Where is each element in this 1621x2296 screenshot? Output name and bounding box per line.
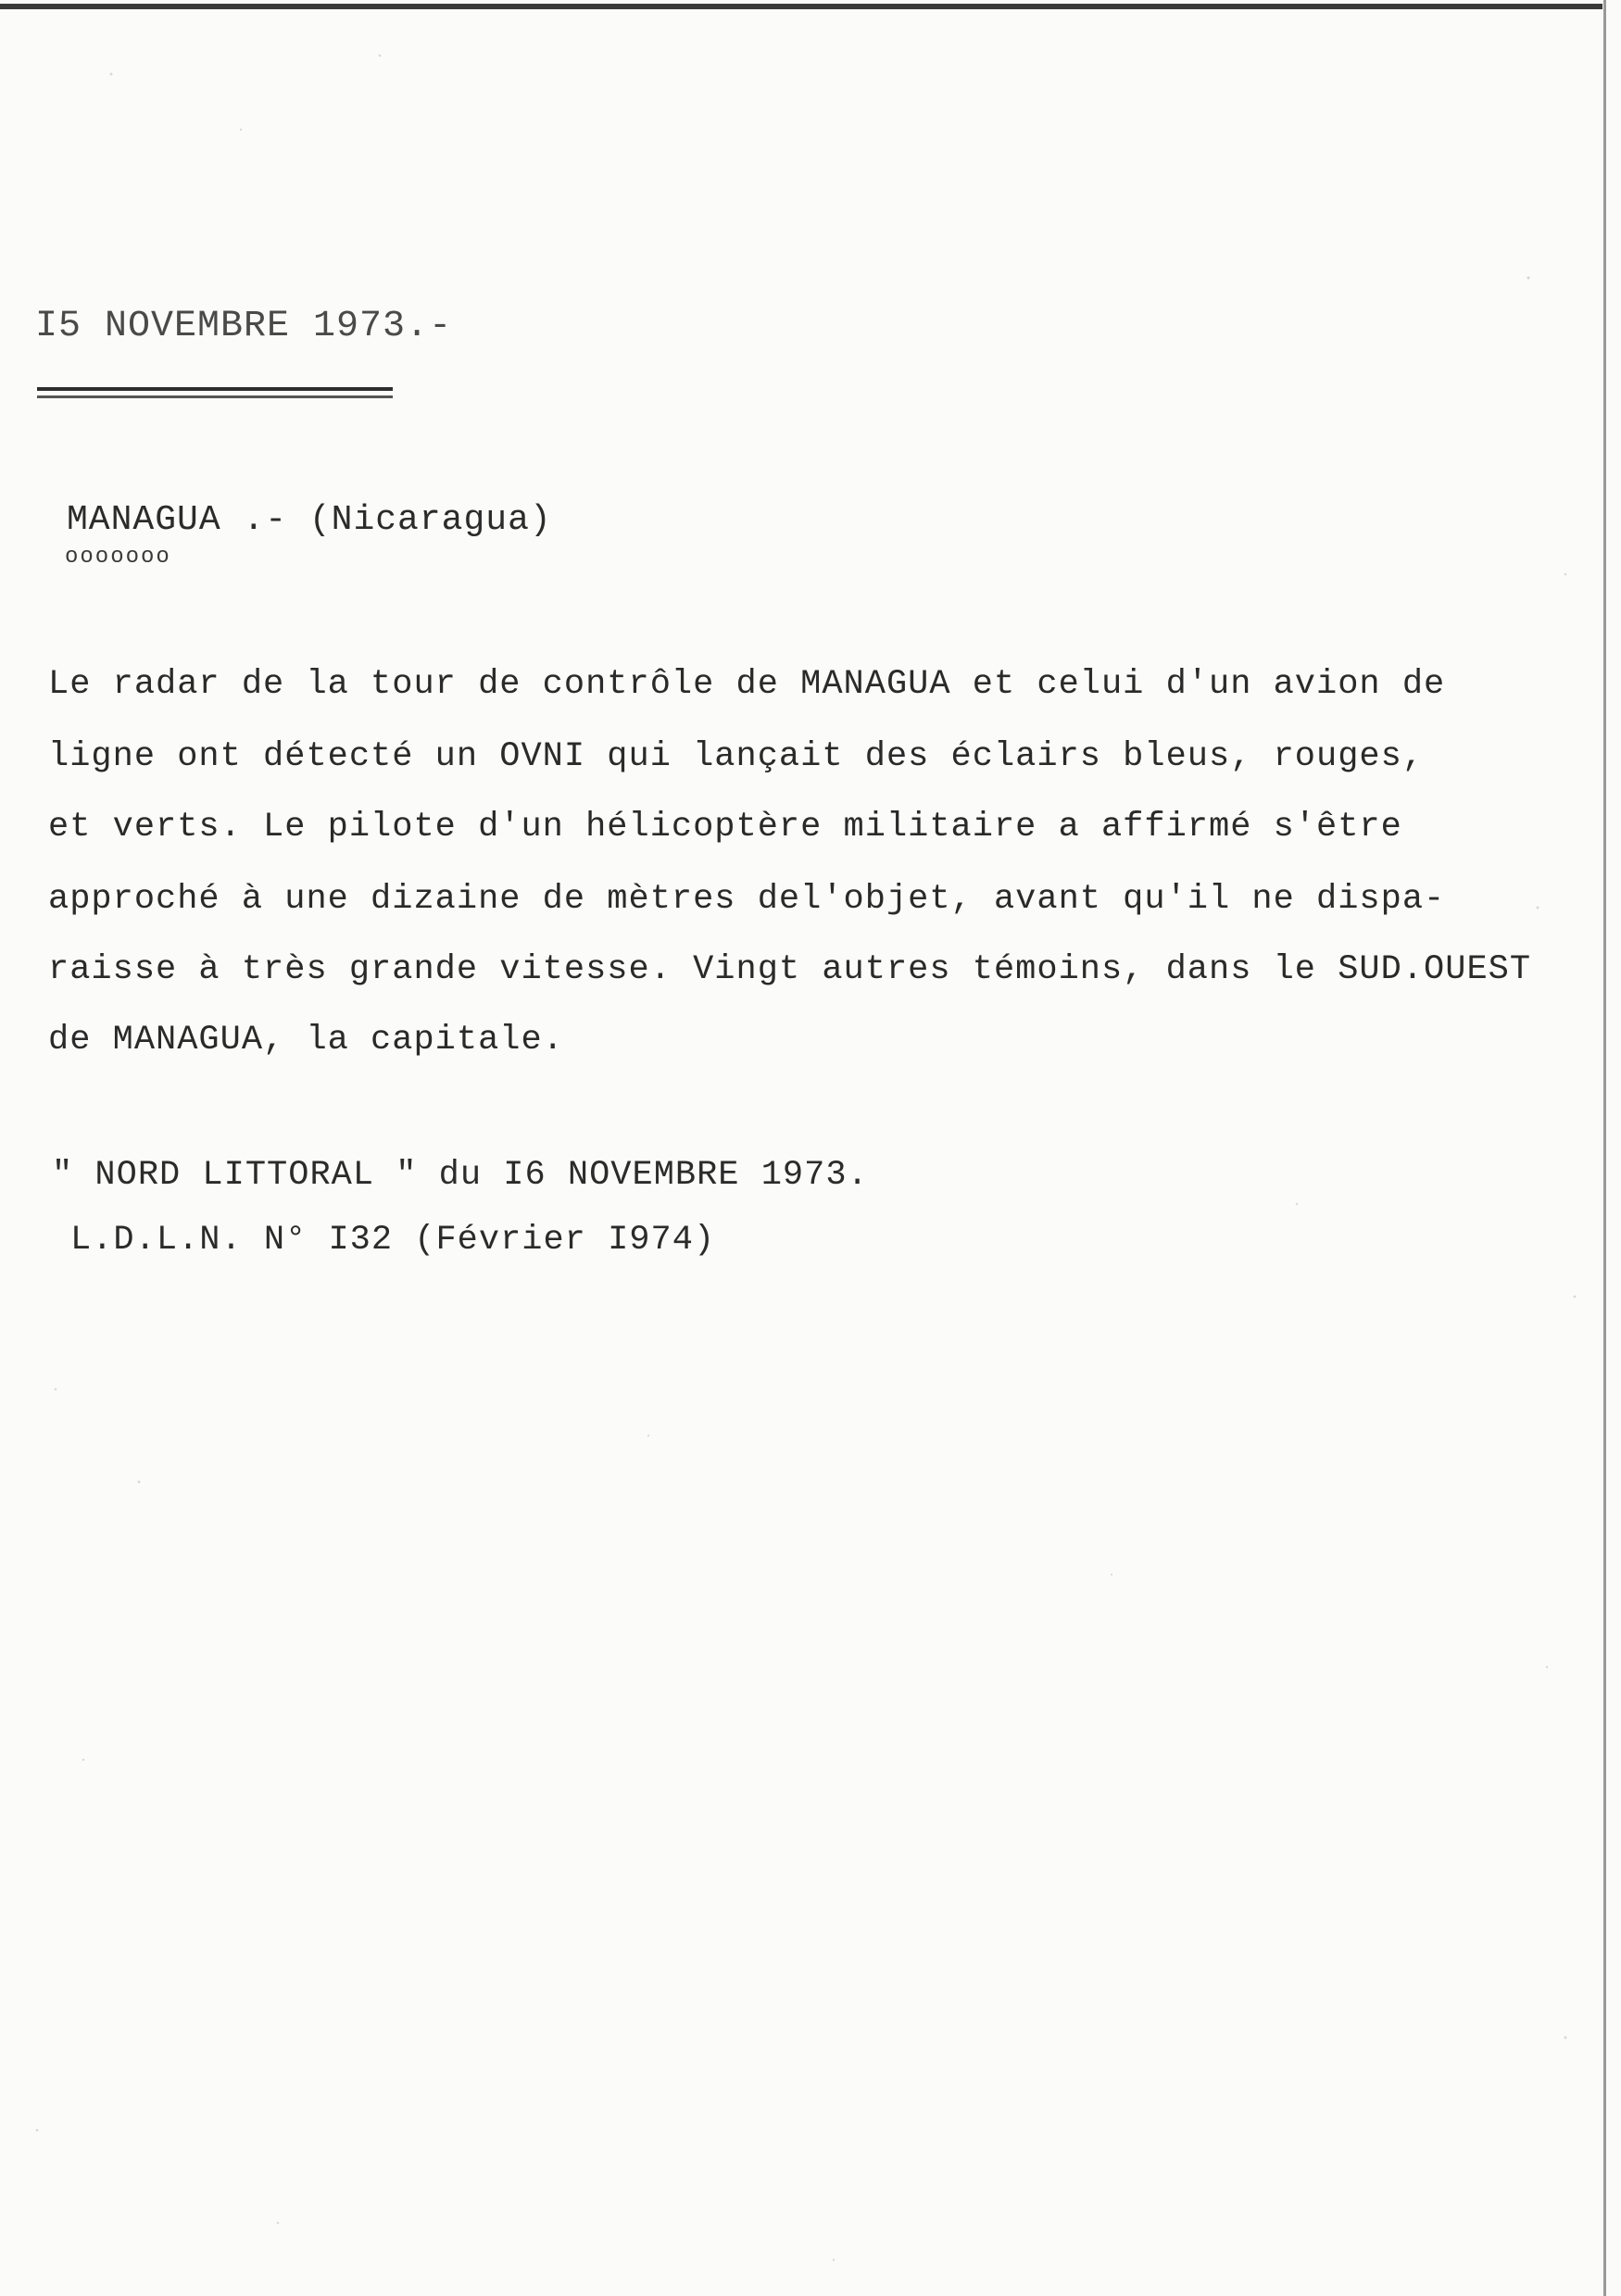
right-border-rule bbox=[1603, 0, 1606, 2296]
top-border-rule bbox=[0, 4, 1602, 9]
place-heading-underline: ooooooo bbox=[65, 545, 171, 570]
body-line-2: ligne ont détecté un OVNI qui lançait des éclairs bleus, rouges, bbox=[48, 737, 1425, 776]
place-heading: MANAGUA .- (Nicaragua) bbox=[67, 500, 552, 540]
body-line-5: raisse à très grande vitesse. Vingt autres témoins, dans le SUD.OUEST bbox=[48, 950, 1532, 989]
date-underline bbox=[37, 387, 393, 391]
body-line-4: approché à une dizaine de mètres del'objet, avant qu'il ne dispa- bbox=[48, 880, 1446, 919]
reference-citation: L.D.L.N. N° I32 (Février I974) bbox=[70, 1221, 716, 1260]
body-line-3: et verts. Le pilote d'un hélicoptère militaire a affirmé s'être bbox=[48, 808, 1402, 847]
source-citation: " NORD LITTORAL " du I6 NOVEMBRE 1973. bbox=[52, 1156, 869, 1195]
date-underline-second bbox=[37, 395, 393, 398]
document-date: I5 NOVEMBRE 1973.- bbox=[35, 306, 453, 347]
body-line-1: Le radar de la tour de contrôle de MANAGUA et celui d'un avion de bbox=[48, 665, 1446, 704]
body-line-6: de MANAGUA, la capitale. bbox=[48, 1021, 564, 1060]
